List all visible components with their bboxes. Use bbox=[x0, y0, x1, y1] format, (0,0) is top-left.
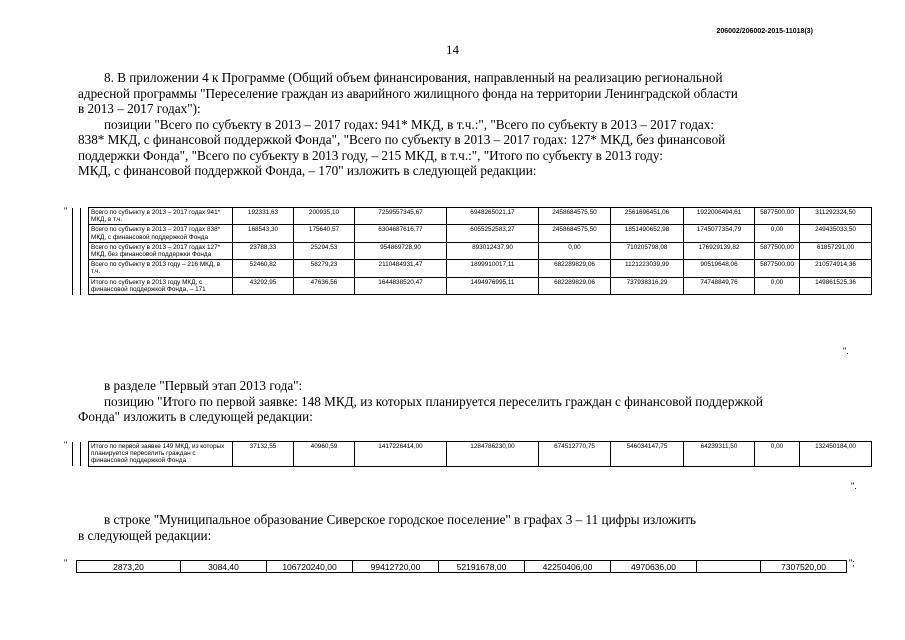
table-cell: 52191678,00 bbox=[439, 561, 525, 573]
table-cell: 5877500,00 bbox=[755, 208, 800, 225]
open-quote: " bbox=[64, 440, 68, 450]
table-cell: 43292,95 bbox=[233, 277, 294, 294]
text-line: в 2013 – 2017 годах"): bbox=[78, 101, 201, 116]
table-cell: 6948265021,17 bbox=[447, 208, 539, 225]
table-cell: 25294,53 bbox=[294, 242, 355, 259]
financing-table-totals bbox=[72, 207, 872, 295]
table-cell: 176929139,82 bbox=[684, 242, 755, 259]
table-cell bbox=[73, 208, 81, 225]
text-line: позиции "Всего по субъекту в 2013 – 2017 годах: 941* МКД, в т.ч.:", "Всего по субъекту в 2013 – 2017 годах: bbox=[104, 116, 715, 132]
table-cell: 2110484931,47 bbox=[355, 260, 447, 277]
table-cell: 210574914,36 bbox=[800, 260, 872, 277]
table-cell bbox=[73, 442, 81, 467]
table-cell: 106720240,00 bbox=[267, 561, 353, 573]
text-line: в разделе "Первый этап 2013 года": bbox=[104, 378, 303, 393]
text-line: Фонда" изложить в следующей редакции: bbox=[78, 409, 313, 424]
table-cell: 710205798,08 bbox=[611, 242, 684, 259]
table-cell: 6055252583,27 bbox=[447, 225, 539, 242]
table-cell bbox=[81, 260, 89, 277]
table-cell bbox=[81, 242, 89, 259]
table-cell bbox=[81, 277, 89, 294]
table-cell: 3084,40 bbox=[181, 561, 267, 573]
table-cell: 682289829,06 bbox=[539, 277, 611, 294]
open-quote: " bbox=[64, 558, 68, 568]
financing-table-first-application bbox=[72, 441, 872, 467]
table-row bbox=[73, 208, 872, 225]
table-cell: 175640,57 bbox=[294, 225, 355, 242]
text-line: адресной программы "Переселение граждан из аварийного жилищного фонда на территории Ленинградской области bbox=[78, 85, 738, 101]
row-label: Итого по первой заявке 149 МКД, из которых планируется переселить граждан с финансовой поддержкой Фонда bbox=[89, 442, 233, 467]
table-row bbox=[73, 277, 872, 294]
table-cell bbox=[697, 561, 761, 573]
table-cell: 0,00 bbox=[539, 242, 611, 259]
table-cell: 7307520,00 bbox=[761, 561, 847, 573]
table-cell: 1284786230,00 bbox=[447, 442, 539, 467]
row-label: Всего по субъекту в 2013 – 2017 годах 941* МКД, в т.ч. bbox=[89, 208, 233, 225]
table-cell: 0,00 bbox=[755, 277, 800, 294]
table-cell: 0,00 bbox=[755, 225, 800, 242]
text-line: поддержки Фонда", "Всего по субъекту в 2013 году, – 215 МКД, в т.ч.:", "Итого по субъекту в 2013 году: bbox=[78, 147, 663, 163]
close-quote: ". bbox=[843, 346, 849, 356]
table-cell: 1121223039,99 bbox=[611, 260, 684, 277]
table-cell bbox=[73, 225, 81, 242]
table-cell bbox=[73, 260, 81, 277]
text-line: позицию "Итого по первой заявке: 148 МКД, из которых планируется переселить граждан с финансовой поддержкой bbox=[104, 393, 763, 409]
table-cell: 5877500,00 bbox=[755, 242, 800, 259]
table-cell: 42250406,00 bbox=[525, 561, 611, 573]
table-cell: 4970636,00 bbox=[611, 561, 697, 573]
table-cell: 1494976995,11 bbox=[447, 277, 539, 294]
page-number: 14 bbox=[446, 42, 459, 57]
table-cell: 61857291,00 bbox=[800, 242, 872, 259]
siverskoe-figures-table bbox=[76, 560, 847, 573]
row-label: Всего по субъекту в 2013 – 2017 годах 127* МКД, без финансовой поддержки Фонда bbox=[89, 242, 233, 259]
table-cell: 6304687616,77 bbox=[355, 225, 447, 242]
table-cell: 23788,33 bbox=[233, 242, 294, 259]
table-cell: 52460,82 bbox=[233, 260, 294, 277]
table-cell bbox=[81, 442, 89, 467]
table-cell: 546034147,75 bbox=[611, 442, 684, 467]
table-cell: 1851490652,98 bbox=[611, 225, 684, 242]
table-cell: 47636,56 bbox=[294, 277, 355, 294]
table-cell: 1899910017,11 bbox=[447, 260, 539, 277]
table-cell: 200935,10 bbox=[294, 208, 355, 225]
siverskoe-text bbox=[78, 512, 860, 543]
table-cell: 7259557345,67 bbox=[355, 208, 447, 225]
table-cell: 1417226414,00 bbox=[355, 442, 447, 467]
open-quote: " bbox=[64, 206, 68, 216]
table-row bbox=[73, 225, 872, 242]
text-line: в строке "Муниципальное образование Сиверское городское поселение" в графах 3 – 11 цифры изложить bbox=[104, 512, 697, 527]
table-cell: 674512770,75 bbox=[539, 442, 611, 467]
text-line: в следующей редакции: bbox=[78, 527, 212, 543]
table-cell: 5877500,00 bbox=[755, 260, 800, 277]
table-cell: 168543,30 bbox=[233, 225, 294, 242]
text-line: 8. В приложении 4 к Программе (Общий объем финансирования, направленный на реализацию региональной bbox=[104, 70, 723, 85]
row-label: Всего по субъекту в 2013 – 2017 годах 838* МКД, с финансовой поддержкой Фонда bbox=[89, 225, 233, 242]
text-line: 838* МКД, с финансовой поддержкой Фонда", "Всего по субъекту в 2013 – 2017 годах: 127* МКД, без финансовой bbox=[78, 132, 726, 147]
table-cell: 37132,55 bbox=[233, 442, 294, 467]
table-cell: 132450184,00 bbox=[800, 442, 872, 467]
table-cell: 64239311,50 bbox=[684, 442, 755, 467]
table-cell: 0,00 bbox=[755, 442, 800, 467]
table-cell: 1745077354,79 bbox=[684, 225, 755, 242]
table-cell: 2458684575,50 bbox=[539, 225, 611, 242]
table-cell: 99412720,00 bbox=[353, 561, 439, 573]
row-label: Итого по субъекту в 2013 году МКД, с финансовой поддержкой Фонда, – 171 bbox=[89, 277, 233, 294]
table-cell: 40960,59 bbox=[294, 442, 355, 467]
table-cell: 1644838520,47 bbox=[355, 277, 447, 294]
table-cell: 58279,23 bbox=[294, 260, 355, 277]
table-row bbox=[73, 260, 872, 277]
table-cell: 2458684575,50 bbox=[539, 208, 611, 225]
table-cell: 954869728,90 bbox=[355, 242, 447, 259]
document-id: 206002/206002-2015-11018(3) bbox=[716, 28, 813, 35]
table-cell: 737938316,29 bbox=[611, 277, 684, 294]
table-cell bbox=[73, 277, 81, 294]
table-cell: 2873,20 bbox=[77, 561, 181, 573]
table-cell bbox=[81, 225, 89, 242]
table-cell: 192331,63 bbox=[233, 208, 294, 225]
table-cell: 90519648,06 bbox=[684, 260, 755, 277]
table-cell: 249435033,50 bbox=[800, 225, 872, 242]
table-cell: 1922006494,61 bbox=[684, 208, 755, 225]
table-cell bbox=[81, 208, 89, 225]
section-8-text bbox=[78, 70, 860, 179]
table-cell bbox=[73, 242, 81, 259]
table-cell: 893012437,90 bbox=[447, 242, 539, 259]
table-row bbox=[73, 442, 872, 467]
table-row bbox=[73, 242, 872, 259]
table-cell: 2561696451,06 bbox=[611, 208, 684, 225]
close-quote: ". bbox=[851, 481, 857, 491]
table-cell: 311292324,50 bbox=[800, 208, 872, 225]
row-label: Всего по субъекту в 2013 году – 216 МКД, в т.ч. bbox=[89, 260, 233, 277]
close-quote: "; bbox=[849, 558, 855, 568]
table-cell: 149861525,36 bbox=[800, 277, 872, 294]
table-cell: 682289829,06 bbox=[539, 260, 611, 277]
first-stage-text bbox=[78, 378, 860, 425]
table-cell: 74748849,76 bbox=[684, 277, 755, 294]
text-line: МКД, с финансовой поддержкой Фонда, – 170" изложить в следующей редакции: bbox=[78, 163, 537, 178]
